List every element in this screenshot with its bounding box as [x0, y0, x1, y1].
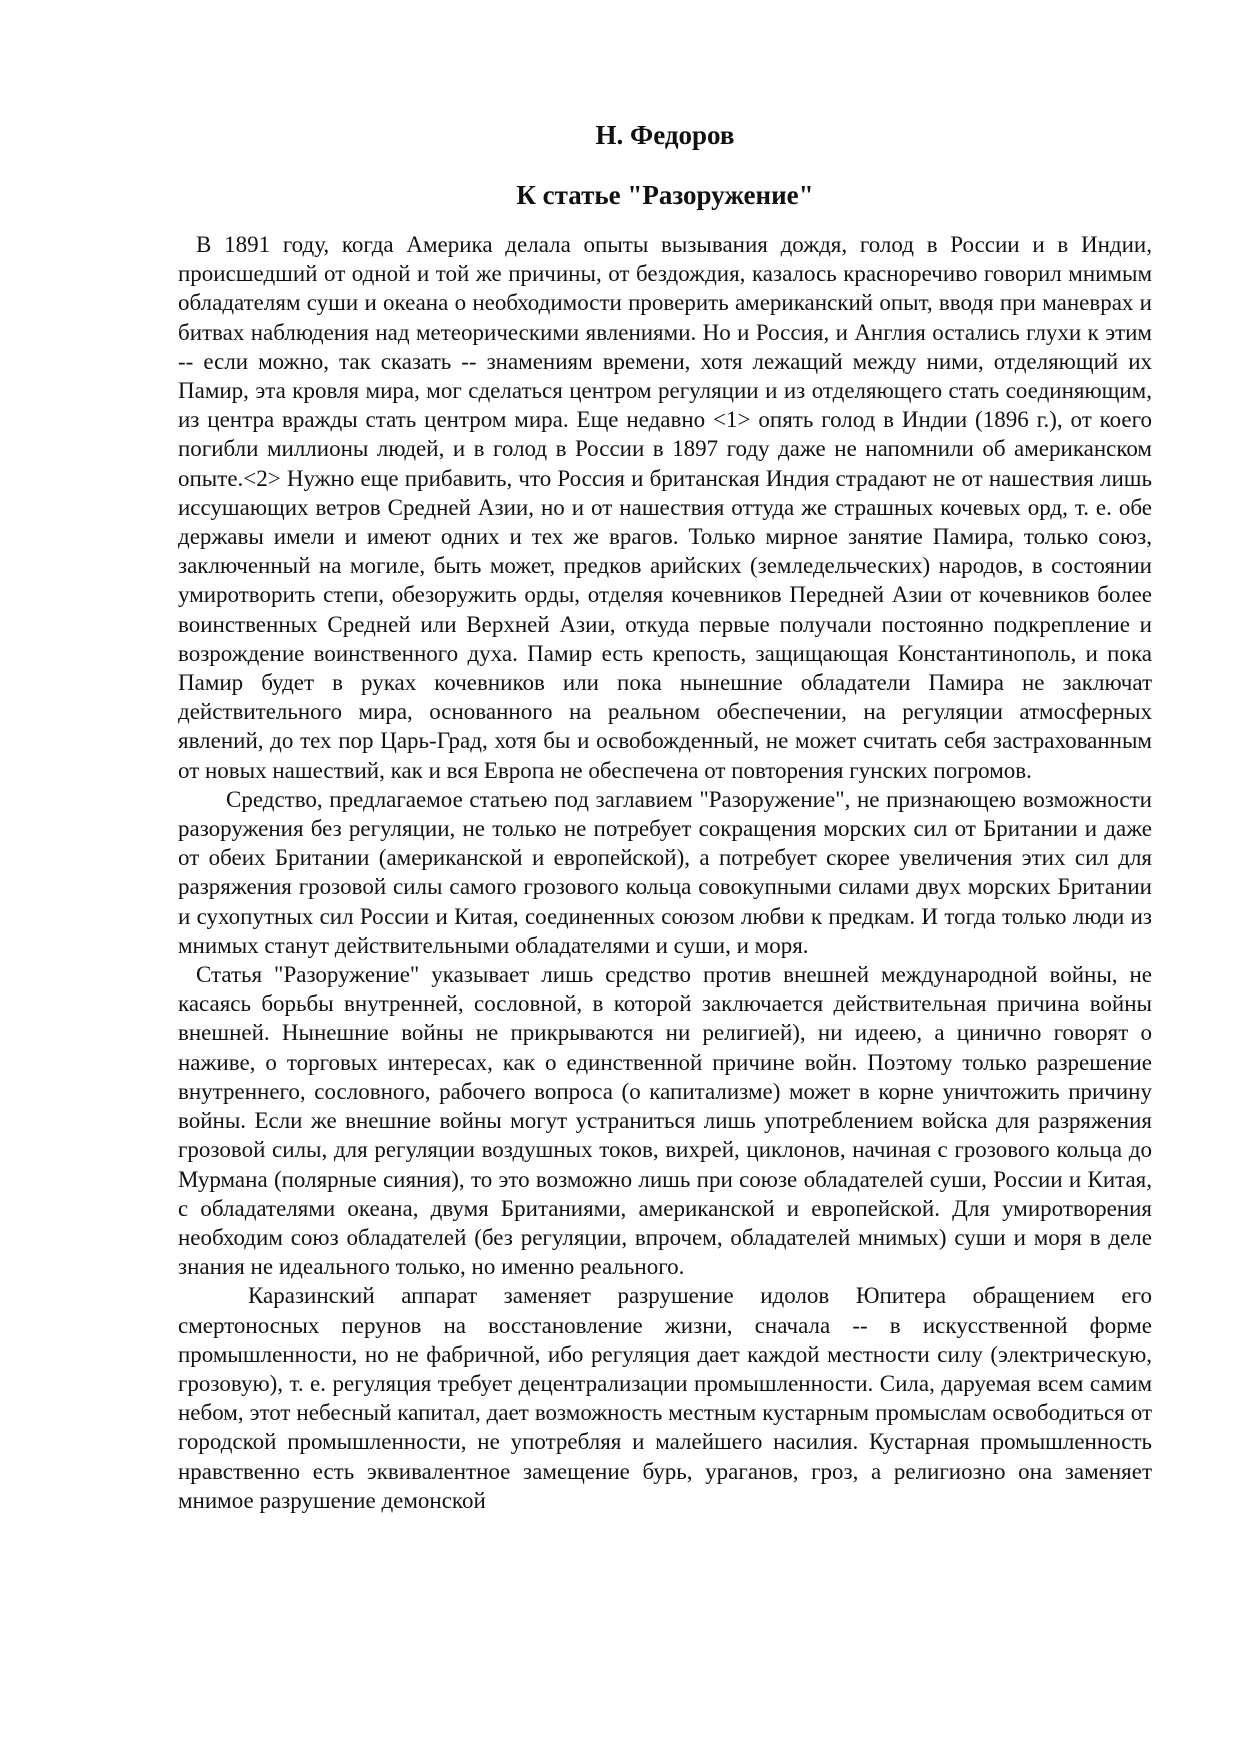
paragraph-4: Каразинский аппарат заменяет разрушение идолов Юпитера обращением его смертоносных перунов на восстановление жизни, сначала -- в искусственной форме промышленности, но не фабричной, ибо регуляция дает каждой местности силу (электрическую, грозовую), т. е. регуляция требует децентрализации промышленности. Сила, даруемая всем самим небом, этот небесный капитал, дает возможность местным кустарным промыслам освободиться от городской промышленности, не употребляя и малейшего насилия. Кустарная промышленность нравственно есть эквивалентное замещение бурь, ураганов, гроз, а религиозно она заменяет мнимое разрушение демонской — [178, 1283, 1152, 1513]
paragraph-3: Статья "Разоружение" указывает лишь средство против внешней международной войны, не касаясь борьбы внутренней, сословной, в которой заключается действительная причина войны внешней. Нынешние войны не прикрываются ни религией), ни идеею, а цинично говорят о наживе, о торговых интересах, как о единственной причине войн. Поэтому только разрешение внутреннего, сословного, рабочего вопроса (о капитализме) может в корне уничтожить причину войны. Если же внешние войны могут устраниться лишь употреблением войска для разряжения грозовой силы, для регуляции воздушных токов, вихрей, циклонов, начиная с грозового кольца до Мурмана (полярные сияния), то это возможно лишь при союзе обладателей суши, России и Китая, с обладателями океана, двумя Британиями, американской и европейской. Для умиротворения необходим союз обладателей (без регуляции, впрочем, обладателей мнимых) суши и моря в деле знания не идеального только, но именно реального. — [178, 962, 1152, 1280]
document-page — [178, 118, 1152, 1515]
paragraph-2: Средство, предлагаемое статьею под заглавием "Разоружение", не признающею возможности разоружения без регуляции, не только не потребует сокращения морских сил от Британии и даже от обеих Британии (американской и европейской), а потребует скорее увеличения этих сил для разряжения грозовой силы самого грозового кольца совокупными силами двух морских Британии и сухопутных сил России и Китая, соединенных союзом любви к предкам. И тогда только люди из мнимых станут действительными обладателями и суши, и моря. — [178, 786, 1152, 958]
author-heading: Н. Федоров — [595, 120, 735, 150]
paragraph-1: В 1891 году, когда Америка делала опыты вызывания дождя, голод в России и в Индии, происшедший от одной и той же причины, от бездождия, казалось красноречиво говорил мнимым обладателям суши и океана о необходимости проверить американский опыт, вводя при маневрах и битвах наблюдения над метеорическими явлениями. Но и Россия, и Англия остались глухи к этим -- если можно, так сказать -- знамениям времени, хотя лежащий между ними, отделяющий их Памир, эта кровля мира, мог сделаться центром регуляции и из отделяющего стать соединяющим, из центра вражды стать центром мира. Еще недавно <1> опять голод в Индии (1896 г.), от коего погибли миллионы людей, и в голод в России в 1897 году даже не напомнили об американском опыте.<2> Нужно еще прибавить, что Россия и британская Индия страдают не от нашествия лишь иссушающих ветров Средней Азии, но и от нашествия оттуда же страшных кочевых орд, т. е. обе державы имели и имеют одних и тех же врагов. Только мирное занятие Памира, только союз, заключенный на могиле, быть может, предков арийских (земледельческих) народов, в состоянии умиротворить степи, обезоружить орды, отделяя кочевников Передней Азии от кочевников более воинственных Средней или Верхней Азии, откуда первые получали постоянно подкрепление и возрождение воинственного духа. Памир есть крепость, защищающая Константинополь, и пока Памир будет в руках кочевников или пока нынешние обладатели Памира не заключат действительного мира, основанного на реальном обеспечении, на регуляции атмосферных явлений, до тех пор Царь-Град, хотя бы и освобожденный, не может считать себя застрахованным от новых нашествий, как и вся Европа не обеспечена от повторения гунских погромов. — [178, 232, 1152, 783]
article-title: К статье "Разоружение" — [516, 180, 814, 210]
